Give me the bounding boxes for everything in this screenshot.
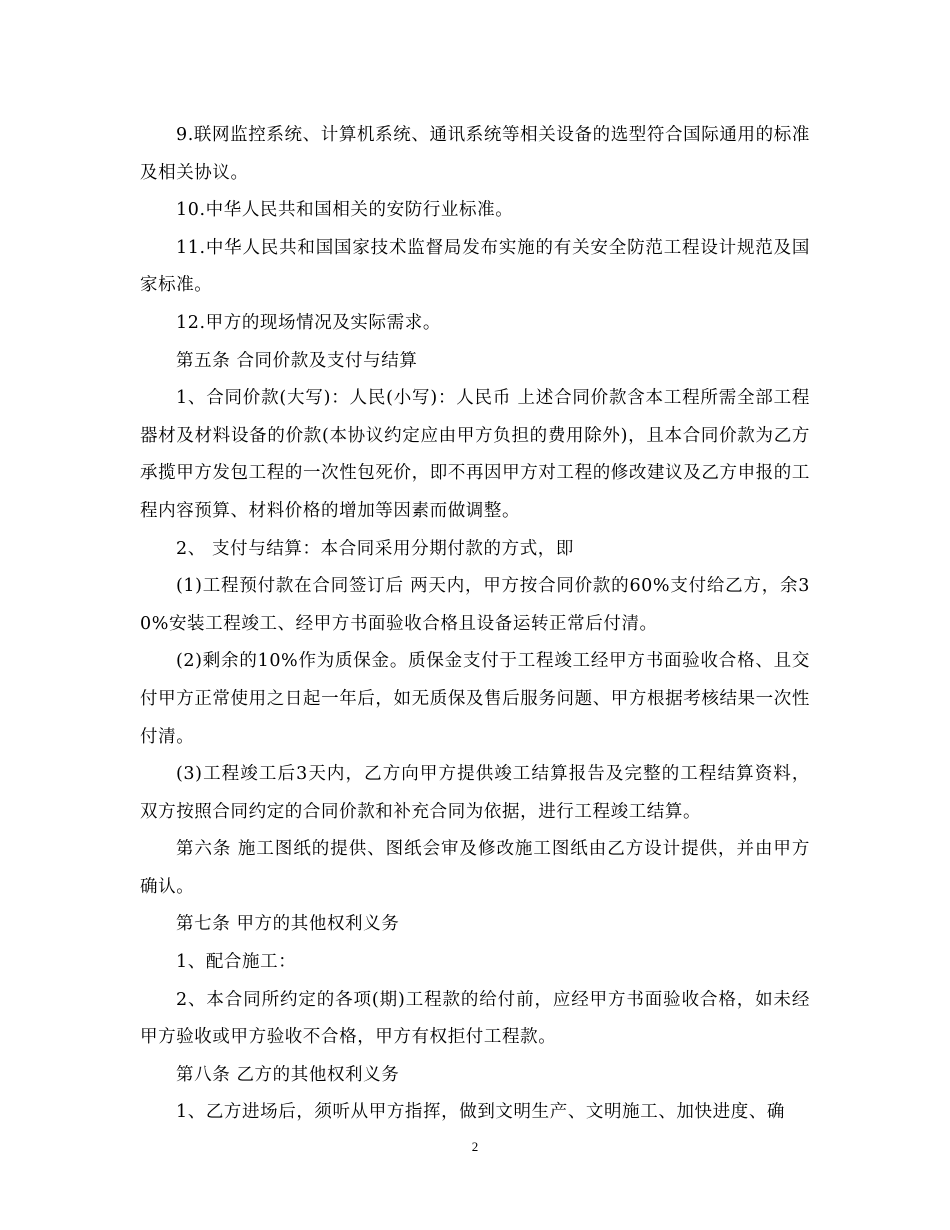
paragraph-party-a-item-2: 2、本合同所约定的各项(期)工程款的给付前，应经甲方书面验收合格，如未经甲方验收或甲方验收不合格，甲方有权拒付工程款。 (140, 989, 810, 1048)
paragraph-payment-item-3: (3)工程竣工后3天内，乙方向甲方提供竣工结算报告及完整的工程结算资料，双方按照合同约定的合同价款和补充合同为依据，进行工程竣工结算。 (140, 764, 810, 822)
paragraph-payment-item-2: (2)剩余的10%作为质保金。质保金支付于工程竣工经甲方书面验收合格、且交付甲方正常使用之日起一年后，如无质保及售后服务问题、甲方根据考核结果一次性付清。 (140, 651, 810, 747)
paragraph-payment-settlement: 2、 支付与结算：本合同采用分期付款的方式，即 (176, 538, 574, 559)
document-body (140, 117, 810, 1132)
paragraph-payment-item-1: (1)工程预付款在合同签订后 两天内，甲方按合同价款的60%支付给乙方，余30%安装工程竣工、经甲方书面验收合格且设备运转正常后付清。 (140, 576, 810, 634)
paragraph-standard-11: 11.中华人民共和国国家技术监督局发布实施的有关安全防范工程设计规范及国家标准。 (140, 237, 810, 296)
article-7-heading: 第七条 甲方的其他权利义务 (176, 914, 400, 935)
paragraph-party-b-item-1: 1、乙方进场后，须听从甲方指挥，做到文明生产、文明施工、加快进度、确 (176, 1102, 786, 1123)
page-number: 2 (471, 1139, 479, 1154)
paragraph-contract-price: 1、合同价款(大写)：人民(小写)：人民币 上述合同价款含本工程所需全部工程器材及材料设备的价款(本协议约定应由甲方负担的费用除外)，且本合同价款为乙方承揽甲方发包工程的一次性包死价，即不再因甲方对工程的修改建议及乙方申报的工程内容预算、材料价格的增加等因素而做调整。 (140, 388, 810, 521)
article-5-heading: 第五条 合同价款及支付与结算 (176, 350, 418, 371)
paragraph-standard-10: 10.中华人民共和国相关的安防行业标准。 (176, 200, 514, 221)
article-8-heading: 第八条 乙方的其他权利义务 (176, 1064, 400, 1085)
paragraph-standard-12: 12.甲方的现场情况及实际需求。 (176, 312, 441, 333)
paragraph-party-a-item-1: 1、配合施工： (176, 952, 297, 973)
article-6-paragraph: 第六条 施工图纸的提供、图纸会审及修改施工图纸由乙方设计提供，并由甲方确认。 (140, 839, 810, 897)
paragraph-standard-9: 9.联网监控系统、计算机系统、通讯系统等相关设备的选型符合国际通用的标准及相关协议。 (140, 125, 810, 183)
